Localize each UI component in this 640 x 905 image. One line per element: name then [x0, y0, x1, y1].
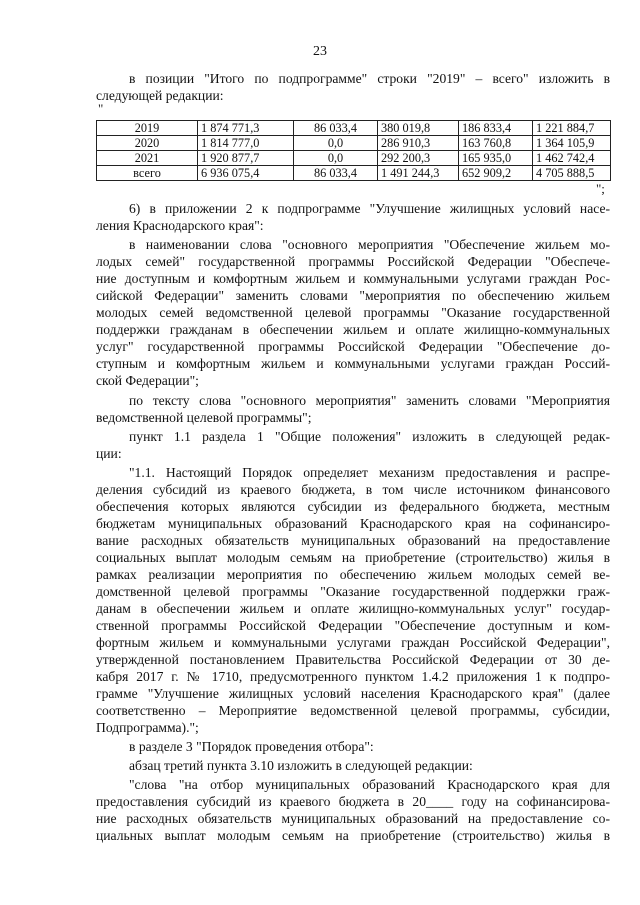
text-line: ние расходных обязательств муниципальных образований на предоставление со-	[96, 811, 610, 826]
amount-cell: 1 874 771,3	[198, 121, 294, 136]
text-line: 6) в приложении 2 к подпрограмме "Улучшение жилищных условий насе-	[129, 201, 610, 216]
text-line: Подпрограмма).";	[96, 720, 199, 735]
intro-line-1: в позиции "Итого по подпрограмме" строки "2019" – всего" изложить в	[129, 71, 610, 86]
amount-cell: 1 221 884,7	[533, 121, 611, 136]
year-cell: 2021	[97, 151, 198, 166]
text-line: бюджетам муниципальных образований Краснодарского края на софинансиро-	[96, 516, 610, 531]
amount-cell: 4 705 888,5	[533, 166, 611, 181]
amount-cell: 163 760,8	[459, 136, 533, 151]
text-line: обеспечения которых являются субсидии из федерального бюджета, местным	[96, 499, 610, 514]
amount-cell: 0,0	[294, 136, 378, 151]
text-line: сийской Федерации" заменить словами "мероприятия по обеспечению жильем	[96, 288, 610, 303]
text-line: домственной целевой программы "Оказание государственной поддержки граж-	[96, 584, 610, 599]
text-line: деления субсидий из краевого бюджета, в том числе источником финансового	[96, 482, 610, 497]
amount-cell: 292 200,3	[378, 151, 459, 166]
text-line: ления Краснодарского края":	[96, 218, 264, 233]
text-line: по тексту слова "основного мероприятия" заменить словами "Мероприятия	[129, 393, 610, 408]
year-cell: 2020	[97, 136, 198, 151]
amount-cell: 0,0	[294, 151, 378, 166]
text-line: в наименовании слова "основного мероприятия "Обеспечение жильем мо-	[129, 237, 610, 252]
page-number: 23	[313, 44, 327, 59]
text-line: утвержденной постановлением Правительства Российской Федерации от 30 де-	[96, 652, 610, 667]
text-line: вание расходных обязательств муниципальных образований на предоставление	[96, 533, 610, 548]
amount-cell: 165 935,0	[459, 151, 533, 166]
text-line: "1.1. Настоящий Порядок определяет механизм предоставления и распре-	[129, 465, 610, 480]
table-row	[97, 136, 611, 151]
text-line: циальных выплат молодым семьям на приобретение (строительство) жилья в	[96, 828, 610, 843]
closing-mark: ";	[596, 181, 605, 196]
amount-cell: 86 033,4	[294, 166, 378, 181]
amount-cell: 652 909,2	[459, 166, 533, 181]
amount-cell: 6 936 075,4	[198, 166, 294, 181]
text-line: лодых семей" государственной программы Российской Федерации "Обеспече-	[96, 254, 610, 269]
text-line: кабря 2017 г. № 1710, предусмотренного пунктом 1.4.2 приложения 1 к подпро-	[96, 669, 610, 684]
text-line: предоставления субсидий из краевого бюджета в 20____ году на софинансирова-	[96, 794, 610, 809]
text-line: "слова "на отбор муниципальных образований Краснодарского края для	[129, 777, 610, 792]
amount-cell: 1 920 877,7	[198, 151, 294, 166]
text-line: ской Федерации";	[96, 373, 199, 388]
intro-line-2: следующей редакции:	[96, 88, 224, 103]
text-line: в разделе 3 "Порядок проведения отбора":	[129, 739, 374, 754]
amount-cell: 286 910,3	[378, 136, 459, 151]
text-line: социальных выплат молодым семьям на приобретение (строительство) жилья в	[96, 550, 610, 565]
amount-cell: 1 814 777,0	[198, 136, 294, 151]
table-row	[97, 166, 611, 181]
amount-cell: 86 033,4	[294, 121, 378, 136]
amount-cell: 186 833,4	[459, 121, 533, 136]
year-cell: всего	[97, 166, 198, 181]
amount-cell: 1 364 105,9	[533, 136, 611, 151]
budget-table	[96, 120, 611, 181]
table-row	[97, 121, 611, 136]
text-line: ступным и комфортным жильем и коммунальными услугами граждан Россий-	[96, 356, 610, 371]
table-row	[97, 151, 611, 166]
text-line: пункт 1.1 раздела 1 "Общие положения" изложить в следующей редак-	[129, 429, 610, 444]
text-line: ции:	[96, 446, 122, 461]
text-line: фортным жильем и коммунальными услугами граждан Российской Федерации",	[96, 635, 610, 650]
text-line: рамках реализации мероприятия по обеспечению жильем молодых семей ве-	[96, 567, 610, 582]
text-line: грамме "Улучшение жилищных условий населения Краснодарского края" (далее	[96, 686, 610, 701]
text-line: ведомственной целевой программы";	[96, 410, 312, 425]
amount-cell: 380 019,8	[378, 121, 459, 136]
text-line: абзац третий пункта 3.10 изложить в следующей редакции:	[129, 758, 473, 773]
amount-cell: 1 491 244,3	[378, 166, 459, 181]
text-line: соответственно – Мероприятие ведомственной целевой программы, субсидии,	[96, 703, 610, 718]
text-line: ние доступным и комфортным жильем и коммунальными услугами граждан Рос-	[96, 271, 610, 286]
opening-quote: "	[98, 101, 104, 116]
text-line: поддержки гражданам в обеспечении жильем и оплате жилищно-коммунальных	[96, 322, 610, 337]
year-cell: 2019	[97, 121, 198, 136]
text-line: ственной программы Российской Федерации "Обеспечение доступным и ком-	[96, 618, 610, 633]
text-line: данам в обеспечении жильем и оплате жилищно-коммунальных услуг" государ-	[96, 601, 610, 616]
text-line: молодых семей ведомственной целевой программы "Оказание государственной	[96, 305, 610, 320]
text-line: услуг" государственной программы Российской Федерации "Обеспечение до-	[96, 339, 610, 354]
amount-cell: 1 462 742,4	[533, 151, 611, 166]
